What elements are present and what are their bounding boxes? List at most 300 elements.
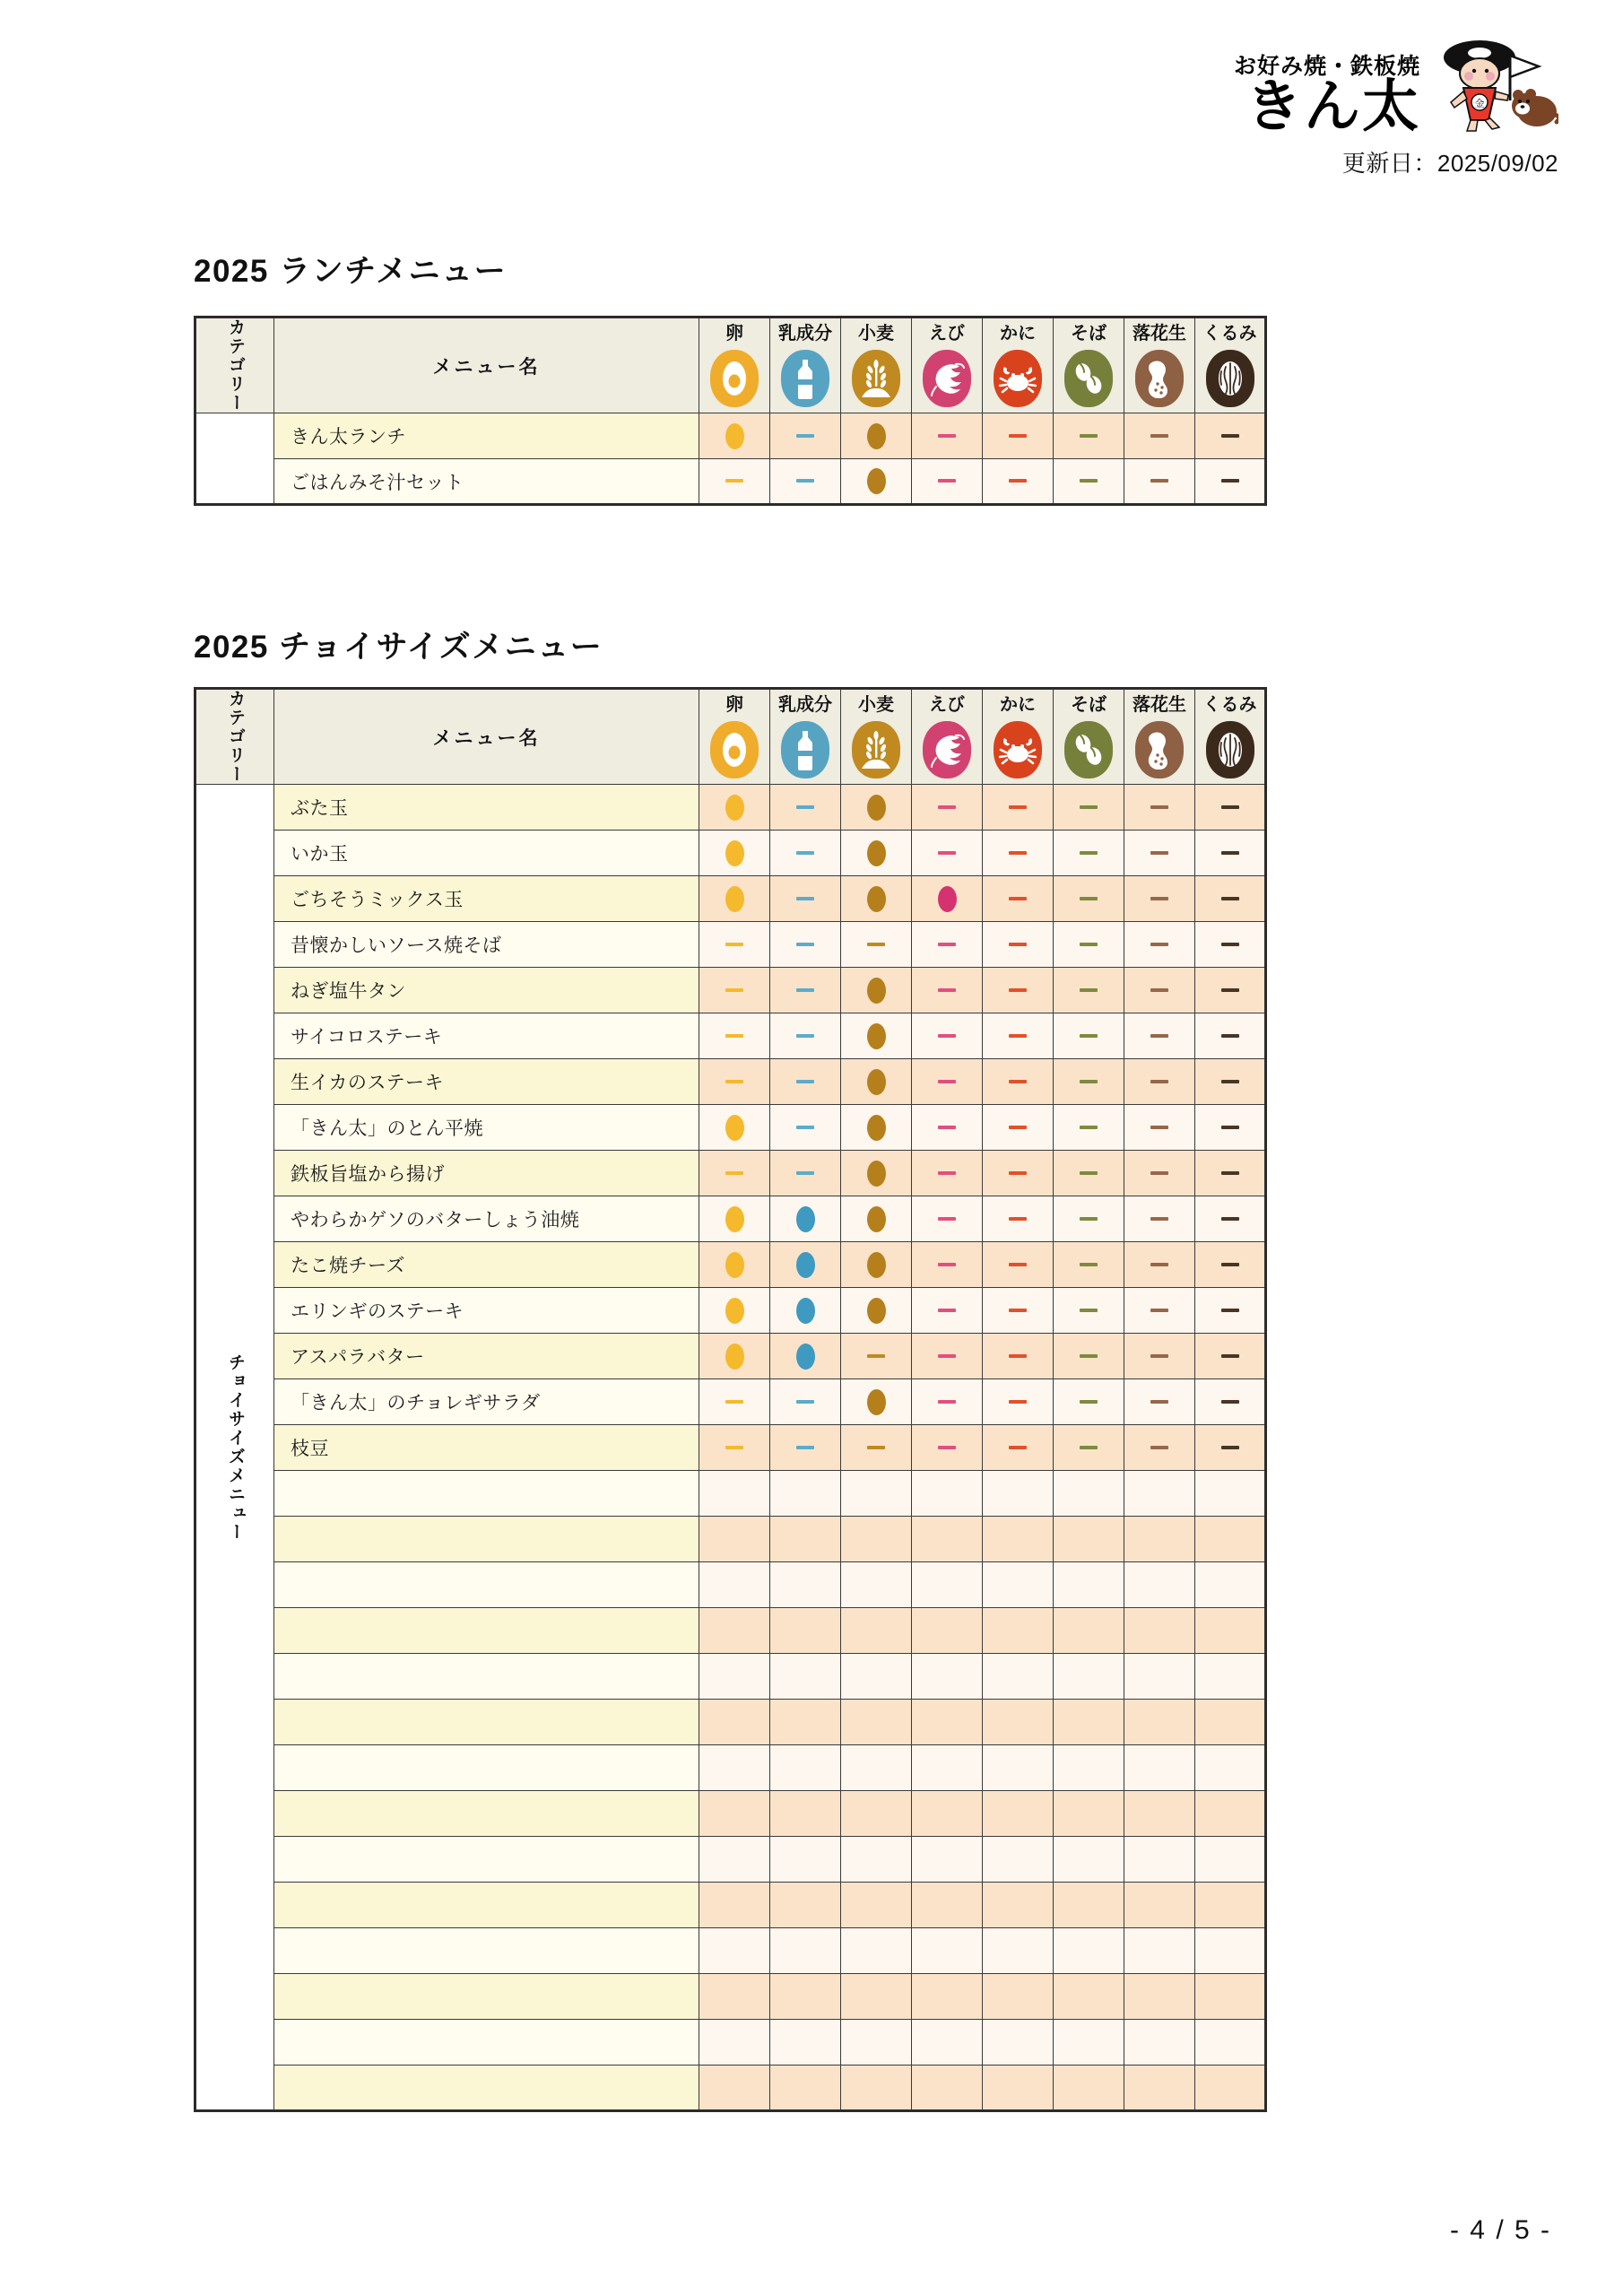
allergen-cell	[912, 1654, 983, 1700]
allergen-present-dot	[725, 1298, 744, 1324]
allergen-cell	[699, 1425, 770, 1471]
allergen-cell	[1054, 785, 1124, 831]
allergen-cell	[1054, 1974, 1124, 2020]
allergen-cell	[1054, 1059, 1124, 1105]
menu-name-cell: 昔懐かしいソース焼そば	[274, 922, 699, 968]
allergen-absent-dash	[1221, 943, 1239, 946]
allergen-absent-dash	[938, 1217, 956, 1221]
allergen-cell	[912, 1013, 983, 1059]
allergen-cell	[1054, 2020, 1124, 2066]
allergen-cell	[841, 876, 912, 922]
menu-name-cell: 枝豆	[274, 1425, 699, 1471]
allergen-cell	[841, 459, 912, 505]
allergen-cell	[841, 1105, 912, 1151]
allergen-cell	[770, 1471, 841, 1517]
allergen-cell	[770, 1654, 841, 1700]
allergen-absent-dash	[938, 1446, 956, 1449]
allergen-absent-dash	[1150, 897, 1168, 900]
allergen-cell	[1195, 2020, 1266, 2066]
brand-logo	[1137, 38, 1558, 139]
table-row	[195, 876, 1266, 922]
category-cell	[195, 785, 274, 2111]
allergen-cell	[983, 1013, 1054, 1059]
allergen-cell	[699, 922, 770, 968]
allergen-cell	[1054, 1883, 1124, 1928]
table-row	[195, 968, 1266, 1013]
allergen-absent-dash	[1150, 1080, 1168, 1083]
allergen-absent-dash	[725, 479, 743, 483]
allergen-label: かに	[1000, 323, 1036, 344]
allergen-cell	[983, 1608, 1054, 1654]
allergen-cell	[1054, 1196, 1124, 1242]
menu-name-cell: いか玉	[274, 831, 699, 876]
menu-name-cell: きん太ランチ	[274, 413, 699, 459]
allergen-cell	[1124, 459, 1195, 505]
menu-name-cell	[274, 1928, 699, 1974]
allergen-absent-dash	[938, 1354, 956, 1358]
allergen-cell	[699, 2020, 770, 2066]
allergen-present-dot	[725, 840, 744, 866]
allergen-cell	[1054, 1151, 1124, 1196]
allergen-cell	[912, 1974, 983, 2020]
menu-name-cell: ぶた玉	[274, 785, 699, 831]
allergen-cell	[841, 785, 912, 831]
allergen-cell	[699, 1883, 770, 1928]
table-header-row	[195, 317, 1266, 413]
allergen-cell	[983, 1883, 1054, 1928]
walnut-icon	[1206, 721, 1254, 778]
table-row	[195, 1928, 1266, 1974]
milk-bottle-icon	[781, 721, 829, 778]
allergen-cell	[841, 1288, 912, 1334]
allergen-cell	[841, 1654, 912, 1700]
allergen-absent-dash	[1080, 897, 1098, 900]
allergen-cell	[1124, 831, 1195, 876]
menu-name-cell: やわらかゲソのバターしょう油焼	[274, 1196, 699, 1242]
menu-name-cell	[274, 1562, 699, 1608]
table-row	[195, 1059, 1266, 1105]
allergen-cell	[699, 1745, 770, 1791]
allergen-present-dot	[867, 423, 886, 449]
allergen-absent-dash	[1221, 1171, 1239, 1175]
allergen-cell	[770, 413, 841, 459]
allergen-present-dot	[867, 978, 886, 1004]
allergen-cell	[1054, 831, 1124, 876]
header-allergen-walnut	[1195, 317, 1266, 413]
allergen-absent-dash	[1080, 1171, 1098, 1175]
table-header-row	[195, 689, 1266, 785]
allergen-absent-dash	[1221, 1126, 1239, 1129]
allergen-cell	[841, 1974, 912, 2020]
table-row	[195, 1242, 1266, 1288]
allergen-absent-dash	[1150, 479, 1168, 483]
allergen-absent-dash	[938, 1400, 956, 1404]
allergen-absent-dash	[1009, 1400, 1027, 1404]
menu-name-cell	[274, 1974, 699, 2020]
allergen-cell	[841, 1700, 912, 1745]
allergen-cell	[841, 2066, 912, 2111]
allergen-present-dot	[867, 886, 886, 912]
allergen-cell	[841, 1883, 912, 1928]
allergen-cell	[841, 1745, 912, 1791]
table-row	[195, 1425, 1266, 1471]
allergen-cell	[983, 1196, 1054, 1242]
allergen-cell	[1054, 1288, 1124, 1334]
table-row	[195, 1745, 1266, 1791]
allergen-cell	[912, 1608, 983, 1654]
allergen-cell	[1124, 1883, 1195, 1928]
allergen-cell	[912, 413, 983, 459]
menu-name-cell: 生イカのステーキ	[274, 1059, 699, 1105]
allergen-cell	[912, 1517, 983, 1562]
allergen-cell	[983, 1288, 1054, 1334]
header-allergen-buckwheat	[1054, 689, 1124, 785]
allergen-cell	[1195, 1608, 1266, 1654]
allergen-cell	[1054, 1334, 1124, 1379]
allergen-cell	[983, 831, 1054, 876]
allergen-cell	[770, 1562, 841, 1608]
menu-name-cell	[274, 2020, 699, 2066]
allergen-table-lunch	[194, 316, 1267, 506]
allergen-label: 小麦	[858, 323, 894, 344]
allergen-cell	[841, 1013, 912, 1059]
table-row	[195, 1791, 1266, 1837]
allergen-absent-dash	[1009, 1309, 1027, 1312]
shrimp-icon	[923, 721, 971, 778]
allergen-absent-dash	[1009, 943, 1027, 946]
allergen-absent-dash	[1009, 1354, 1027, 1358]
allergen-cell	[983, 2020, 1054, 2066]
allergen-cell	[983, 1745, 1054, 1791]
allergen-cell	[841, 1196, 912, 1242]
allergen-cell	[983, 1379, 1054, 1425]
allergen-absent-dash	[725, 1034, 743, 1038]
allergen-absent-dash	[1150, 1400, 1168, 1404]
allergen-cell	[1195, 1425, 1266, 1471]
table-row	[195, 1196, 1266, 1242]
allergen-cell	[770, 1334, 841, 1379]
allergen-absent-dash	[796, 1171, 814, 1175]
allergen-label: そば	[1071, 323, 1107, 344]
allergen-cell	[912, 785, 983, 831]
allergen-absent-dash	[1221, 897, 1239, 900]
allergen-cell	[841, 1837, 912, 1883]
table-row	[195, 2020, 1266, 2066]
allergen-cell	[699, 413, 770, 459]
allergen-present-dot	[867, 1115, 886, 1141]
allergen-cell	[699, 1151, 770, 1196]
allergen-cell	[1124, 413, 1195, 459]
allergen-cell	[699, 1608, 770, 1654]
allergen-label: 卵	[725, 323, 743, 344]
allergen-present-dot	[796, 1252, 815, 1278]
allergen-cell	[841, 1379, 912, 1425]
allergen-cell	[983, 1105, 1054, 1151]
allergen-cell	[1195, 2066, 1266, 2111]
allergen-cell	[1054, 1608, 1124, 1654]
walnut-icon	[1206, 350, 1254, 407]
allergen-cell	[1124, 1837, 1195, 1883]
brand-name: きん太	[1245, 75, 1420, 139]
allergen-absent-dash	[725, 1080, 743, 1083]
allergen-cell	[1054, 922, 1124, 968]
allergen-cell	[1124, 1654, 1195, 1700]
allergen-absent-dash	[1150, 1171, 1168, 1175]
menu-name-cell	[274, 2066, 699, 2111]
allergen-cell	[1124, 1151, 1195, 1196]
allergen-absent-dash	[1150, 988, 1168, 992]
allergen-cell	[770, 459, 841, 505]
allergen-present-dot	[867, 1389, 886, 1415]
allergen-cell	[1195, 1334, 1266, 1379]
allergen-present-dot	[796, 1298, 815, 1324]
allergen-cell	[770, 1059, 841, 1105]
header-allergen-milk-bottle	[770, 689, 841, 785]
buckwheat-icon	[1064, 721, 1113, 778]
header-allergen-peanut	[1124, 317, 1195, 413]
allergen-cell	[770, 1288, 841, 1334]
allergen-cell	[983, 1334, 1054, 1379]
allergen-present-dot	[867, 1161, 886, 1187]
allergen-cell	[912, 2020, 983, 2066]
allergen-cell	[841, 1608, 912, 1654]
allergen-cell	[912, 1791, 983, 1837]
allergen-cell	[1195, 1242, 1266, 1288]
allergen-absent-dash	[1150, 943, 1168, 946]
allergen-cell	[912, 1105, 983, 1151]
allergen-cell	[983, 1654, 1054, 1700]
allergen-absent-dash	[796, 988, 814, 992]
table-row	[195, 413, 1266, 459]
shrimp-icon	[923, 350, 971, 407]
allergen-cell	[841, 1059, 912, 1105]
allergen-cell	[1195, 413, 1266, 459]
allergen-cell	[1124, 1196, 1195, 1242]
allergen-present-dot	[867, 795, 886, 821]
allergen-absent-dash	[1221, 1080, 1239, 1083]
header-allergen-crab	[983, 317, 1054, 413]
allergen-absent-dash	[1150, 805, 1168, 809]
allergen-cell	[699, 1105, 770, 1151]
allergen-present-dot	[867, 1298, 886, 1324]
allergen-absent-dash	[1080, 1309, 1098, 1312]
allergen-cell	[841, 1151, 912, 1196]
header-allergen-crab	[983, 689, 1054, 785]
allergen-cell	[912, 1562, 983, 1608]
allergen-absent-dash	[1221, 1309, 1239, 1312]
allergen-cell	[912, 1242, 983, 1288]
allergen-cell	[770, 1791, 841, 1837]
allergen-cell	[1124, 968, 1195, 1013]
allergen-absent-dash	[725, 1171, 743, 1175]
category-cell	[195, 413, 274, 505]
allergen-cell	[1195, 459, 1266, 505]
update-date-label: 更新日：2025/09/02	[1341, 150, 1558, 177]
allergen-absent-dash	[1221, 434, 1239, 438]
milk-bottle-icon	[781, 350, 829, 407]
allergen-cell	[770, 785, 841, 831]
header-menu-name: メニュー名	[274, 689, 699, 785]
menu-name-cell: ねぎ塩牛タン	[274, 968, 699, 1013]
allergen-absent-dash	[867, 943, 885, 946]
allergen-cell	[699, 1928, 770, 1974]
peanut-icon	[1135, 350, 1184, 407]
allergen-cell	[699, 968, 770, 1013]
allergen-cell	[1124, 1059, 1195, 1105]
allergen-present-dot	[867, 1023, 886, 1049]
allergen-cell	[1054, 1928, 1124, 1974]
allergen-cell	[699, 1654, 770, 1700]
allergen-absent-dash	[1221, 1263, 1239, 1266]
allergen-cell	[912, 2066, 983, 2111]
allergen-cell	[770, 1196, 841, 1242]
allergen-cell	[1124, 1974, 1195, 2020]
allergen-cell	[841, 831, 912, 876]
allergen-cell	[699, 1471, 770, 1517]
allergen-cell	[1195, 1700, 1266, 1745]
allergen-cell	[841, 1242, 912, 1288]
allergen-absent-dash	[938, 805, 956, 809]
allergen-cell	[770, 876, 841, 922]
allergen-cell	[1195, 1059, 1266, 1105]
allergen-cell	[699, 1059, 770, 1105]
allergen-absent-dash	[1080, 1034, 1098, 1038]
menu-name-cell	[274, 1837, 699, 1883]
allergen-absent-dash	[725, 1400, 743, 1404]
allergen-absent-dash	[1009, 1080, 1027, 1083]
brand-tagline: お好み焼・鉄板焼	[1233, 54, 1420, 80]
header-allergen-milk-bottle	[770, 317, 841, 413]
section-title-lunch: 2025 ランチメニュー	[194, 254, 508, 289]
allergen-cell	[770, 831, 841, 876]
allergen-absent-dash	[1080, 851, 1098, 855]
table-row	[195, 1471, 1266, 1517]
allergen-cell	[912, 1700, 983, 1745]
allergen-cell	[1195, 785, 1266, 831]
allergen-absent-dash	[1150, 1034, 1168, 1038]
allergen-cell	[770, 1837, 841, 1883]
allergen-cell	[912, 831, 983, 876]
allergen-table-choi	[194, 687, 1267, 2112]
allergen-absent-dash	[1009, 434, 1027, 438]
allergen-cell	[1124, 785, 1195, 831]
allergen-cell	[1195, 1928, 1266, 1974]
allergen-cell	[699, 831, 770, 876]
brand-logo-text	[1233, 54, 1420, 139]
allergen-cell	[983, 1425, 1054, 1471]
allergen-absent-dash	[938, 1309, 956, 1312]
allergen-cell	[699, 1791, 770, 1837]
allergen-cell	[1195, 922, 1266, 968]
allergen-present-dot	[867, 1206, 886, 1232]
allergen-absent-dash	[796, 943, 814, 946]
allergen-absent-dash	[938, 1080, 956, 1083]
wheat-icon	[852, 721, 900, 778]
allergen-absent-dash	[1080, 1217, 1098, 1221]
allergen-cell	[699, 1562, 770, 1608]
allergen-absent-dash	[1150, 1446, 1168, 1449]
allergen-absent-dash	[867, 1446, 885, 1449]
allergen-absent-dash	[1080, 1263, 1098, 1266]
allergen-cell	[699, 1196, 770, 1242]
header-allergen-walnut	[1195, 689, 1266, 785]
allergen-cell	[1195, 1654, 1266, 1700]
table-row	[195, 831, 1266, 876]
allergen-cell	[912, 1837, 983, 1883]
allergen-cell	[1054, 1105, 1124, 1151]
allergen-absent-dash	[1150, 1354, 1168, 1358]
allergen-cell	[1195, 1837, 1266, 1883]
allergen-cell	[1054, 1837, 1124, 1883]
allergen-absent-dash	[1080, 1446, 1098, 1449]
allergen-absent-dash	[938, 1034, 956, 1038]
allergen-cell	[770, 1608, 841, 1654]
allergen-cell	[1124, 1745, 1195, 1791]
allergen-cell	[912, 1334, 983, 1379]
allergen-cell	[1124, 1013, 1195, 1059]
allergen-absent-dash	[1009, 805, 1027, 809]
allergen-present-dot	[867, 1252, 886, 1278]
allergen-cell	[1124, 1517, 1195, 1562]
allergen-present-dot	[725, 1344, 744, 1370]
kinta-boy-and-bear-mascot-icon	[1424, 38, 1558, 135]
menu-name-cell: 鉄板旨塩から揚げ	[274, 1151, 699, 1196]
allergen-cell	[1054, 1562, 1124, 1608]
table-row	[195, 922, 1266, 968]
allergen-absent-dash	[725, 1446, 743, 1449]
allergen-present-dot	[938, 886, 957, 912]
allergen-absent-dash	[1080, 805, 1098, 809]
allergen-cell	[699, 459, 770, 505]
allergen-absent-dash	[1221, 1354, 1239, 1358]
allergen-cell	[1124, 2066, 1195, 2111]
allergen-absent-dash	[1009, 1034, 1027, 1038]
menu-name-cell	[274, 1654, 699, 1700]
allergen-cell	[770, 922, 841, 968]
menu-name-cell: 「きん太」のチョレギサラダ	[274, 1379, 699, 1425]
allergen-cell	[1054, 1654, 1124, 1700]
allergen-cell	[841, 1562, 912, 1608]
allergen-cell	[912, 1059, 983, 1105]
allergen-absent-dash	[1009, 1126, 1027, 1129]
allergen-label: そば	[1071, 694, 1107, 715]
allergen-absent-dash	[1080, 988, 1098, 992]
allergen-absent-dash	[1221, 1446, 1239, 1449]
allergen-cell	[1195, 1196, 1266, 1242]
allergen-cell	[983, 459, 1054, 505]
allergen-label: かに	[1000, 694, 1036, 715]
allergen-absent-dash	[1150, 851, 1168, 855]
allergen-absent-dash	[938, 434, 956, 438]
allergen-cell	[699, 1517, 770, 1562]
allergen-cell	[1124, 1562, 1195, 1608]
allergen-absent-dash	[938, 1126, 956, 1129]
allergen-cell	[1054, 968, 1124, 1013]
allergen-cell	[983, 1242, 1054, 1288]
allergen-cell	[912, 1745, 983, 1791]
allergen-cell	[770, 1700, 841, 1745]
header-allergen-peanut	[1124, 689, 1195, 785]
allergen-cell	[1054, 1517, 1124, 1562]
allergen-absent-dash	[1150, 1309, 1168, 1312]
table-row	[195, 459, 1266, 505]
allergen-cell	[1054, 1013, 1124, 1059]
menu-name-cell	[274, 1471, 699, 1517]
allergen-cell	[1054, 1425, 1124, 1471]
allergen-absent-dash	[796, 851, 814, 855]
menu-name-cell	[274, 1700, 699, 1745]
allergen-cell	[912, 1928, 983, 1974]
